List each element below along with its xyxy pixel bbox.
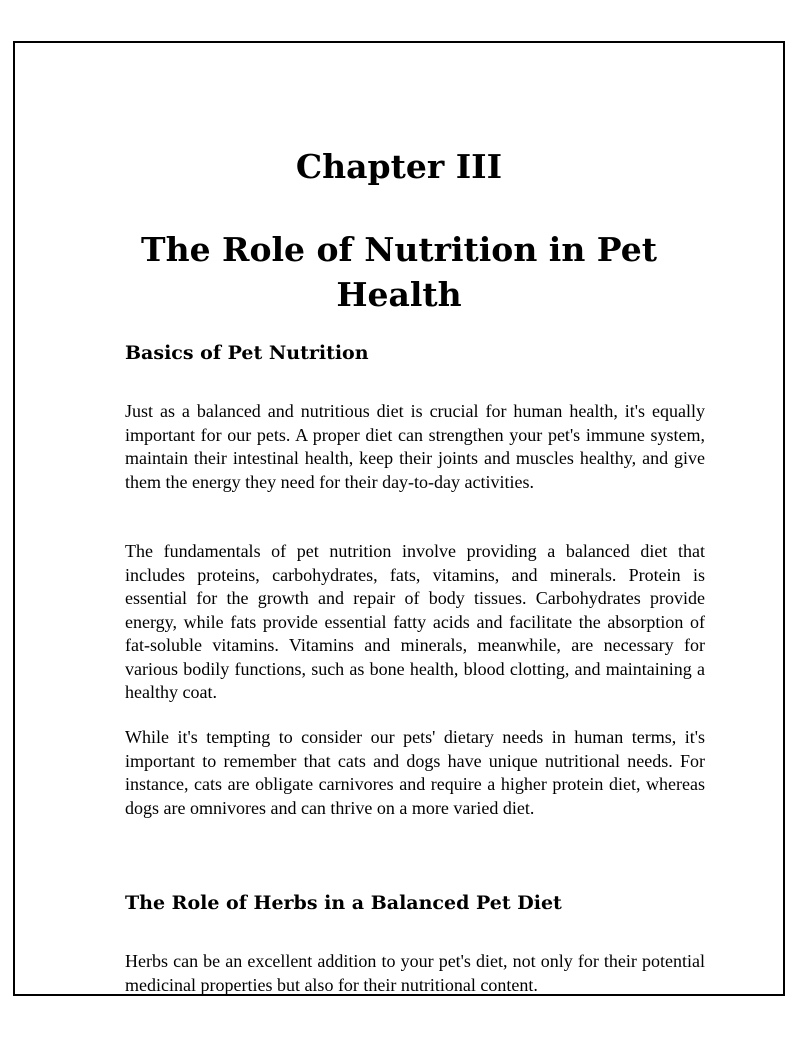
section-heading: Basics of Pet Nutrition bbox=[125, 342, 369, 364]
document-page bbox=[13, 41, 785, 996]
paragraph: The fundamentals of pet nutrition involve providing a balanced diet that includes proteins, carbohydrates, fats, vitamins, and minerals. Protein is essential for the growth and repair of body tissues. Carbohydrates provide energy, while fats provide essential fatty acids and facilitate the absorption of fat-soluble vitamins. Vitamins and minerals, meanwhile, are necessary for various bodily functions, such as bone health, blood clotting, and maintaining a healthy coat. bbox=[125, 541, 705, 702]
chapter-title: The Role of Nutrition in Pet Health bbox=[141, 230, 657, 314]
section-heading: The Role of Herbs in a Balanced Pet Diet bbox=[125, 892, 562, 914]
paragraph: Herbs can be an excellent addition to your pet's diet, not only for their potential medicinal properties but also for their nutritional content. bbox=[125, 951, 705, 995]
paragraph: While it's tempting to consider our pets' dietary needs in human terms, it's important to remember that cats and dogs have unique nutritional needs. For instance, cats are obligate carnivores and require a higher protein diet, whereas dogs are omnivores and can thrive on a more varied diet. bbox=[125, 727, 705, 818]
paragraph: Just as a balanced and nutritious diet is crucial for human health, it's equally important for our pets. A proper diet can strengthen your pet's immune system, maintain their intestinal health, keep their joints and muscles healthy, and give them the energy they need for their day-to-day activities. bbox=[125, 401, 705, 492]
chapter-number: Chapter III bbox=[295, 147, 503, 186]
